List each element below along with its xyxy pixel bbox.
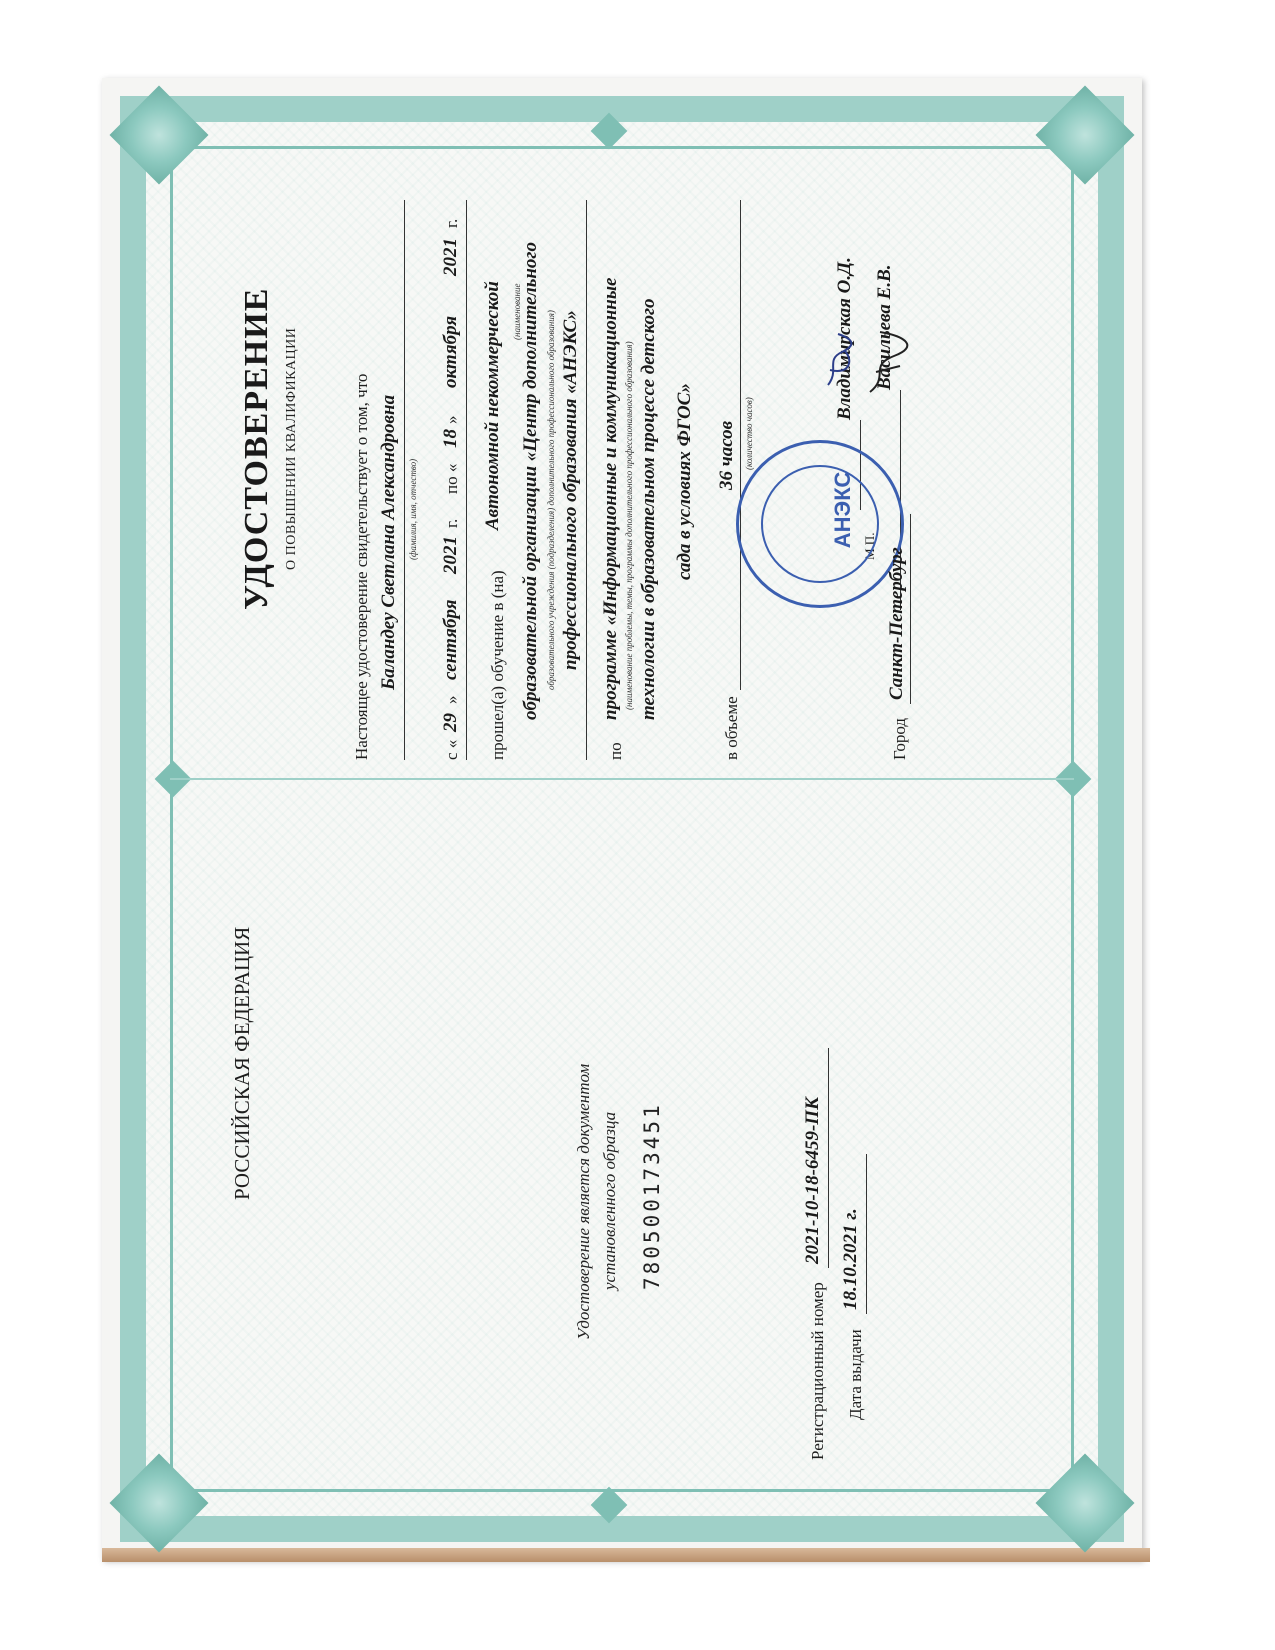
to-day: 18 (440, 429, 461, 448)
full-name: Баландеу Светлана Александровна (378, 394, 399, 690)
city-block (884, 460, 924, 760)
certificate-left-page (220, 820, 1080, 1460)
org-line-3: профессионального образования «АНЭКС» (560, 310, 581, 670)
secretary-signature-icon (860, 326, 910, 396)
secretary-name: Васильева Е.В. (874, 264, 895, 390)
city-value: Санкт-Петербург (886, 547, 907, 700)
certificate-main-page: УДОСТОВЕРЕНИЕ О ПОВЫШЕНИИ КВАЛИФИКАЦИИ Настоящее удостоверение свидетельствует о том, что Баландеу Светлана Александровна (фамилия, имя, отчество) с « 29 » сентября 2021 г. по « 18 » октября 2021 г. прошел(а) обучение в (на) Автономной некоммерческой (наименование образовательной организации «Центр дополнительного образовательного учреждения (подразделения) дополнительного профессионального образования) профессионального образования «АНЭКС» по программе «Информационные и коммуникационные (наименование проблемы, темы, программы дополнительного профессионального образования) технологии в образовательном процессе детского сада в условиях ФГОС» в объеме 36 часов (количество часов) (220, 200, 1080, 760)
document-note-line-1: Удостоверение является документом (574, 1063, 593, 1340)
reg-number: 2021-10-18-6459-ПК (802, 1097, 823, 1264)
certificate-title: УДОСТОВЕРЕНИЕ (238, 287, 275, 610)
volume-value: 36 часов (716, 420, 737, 490)
stamp-place-label: М.П. (862, 532, 877, 560)
from-month: сентября (440, 599, 461, 680)
volume-label: в объеме (722, 696, 741, 760)
official-stamp (736, 440, 904, 608)
document-note-line-2: установленного образца (600, 1111, 619, 1290)
studied-label: прошел(а) обучение в (на) (488, 570, 507, 760)
org-line-1: Автономной некоммерческой (482, 281, 503, 530)
certificate-subtitle: О ПОВЫШЕНИИ КВАЛИФИКАЦИИ (284, 327, 299, 570)
intro-text: Настоящее удостоверение свидетельствует о том, что (352, 373, 371, 760)
city-label: Город (890, 718, 909, 760)
serial-number: 780500173451 (640, 1102, 664, 1290)
stamp-center-text: АНЭКС (830, 471, 856, 549)
country-name: РОССИЙСКАЯ ФЕДЕРАЦИЯ (230, 926, 254, 1200)
page-fold (170, 778, 1074, 780)
director-name: Владимирская О.Д. (834, 257, 855, 420)
reg-number-label: Регистрационный номер (808, 1282, 827, 1460)
director-signature-icon (820, 330, 860, 390)
from-day: 29 (440, 713, 461, 732)
issue-date-label: Дата выдачи (846, 1329, 865, 1420)
from-year: 2021 (440, 536, 461, 574)
program-line-3: сада в условиях ФГОС» (674, 383, 695, 580)
program-line-1: программе «Информационные и коммуникационные (600, 277, 621, 720)
to-month: октября (440, 315, 461, 388)
org-line-2: образовательной организации «Центр дополнительного (520, 242, 541, 720)
issue-date: 18.10.2021 г. (840, 1208, 861, 1310)
table-edge (102, 1548, 1150, 1562)
program-line-2: технологии в образовательном процессе детского (638, 298, 659, 720)
full-name-note: (фамилия, имя, отчество) (408, 458, 418, 560)
to-year: 2021 (440, 238, 461, 276)
